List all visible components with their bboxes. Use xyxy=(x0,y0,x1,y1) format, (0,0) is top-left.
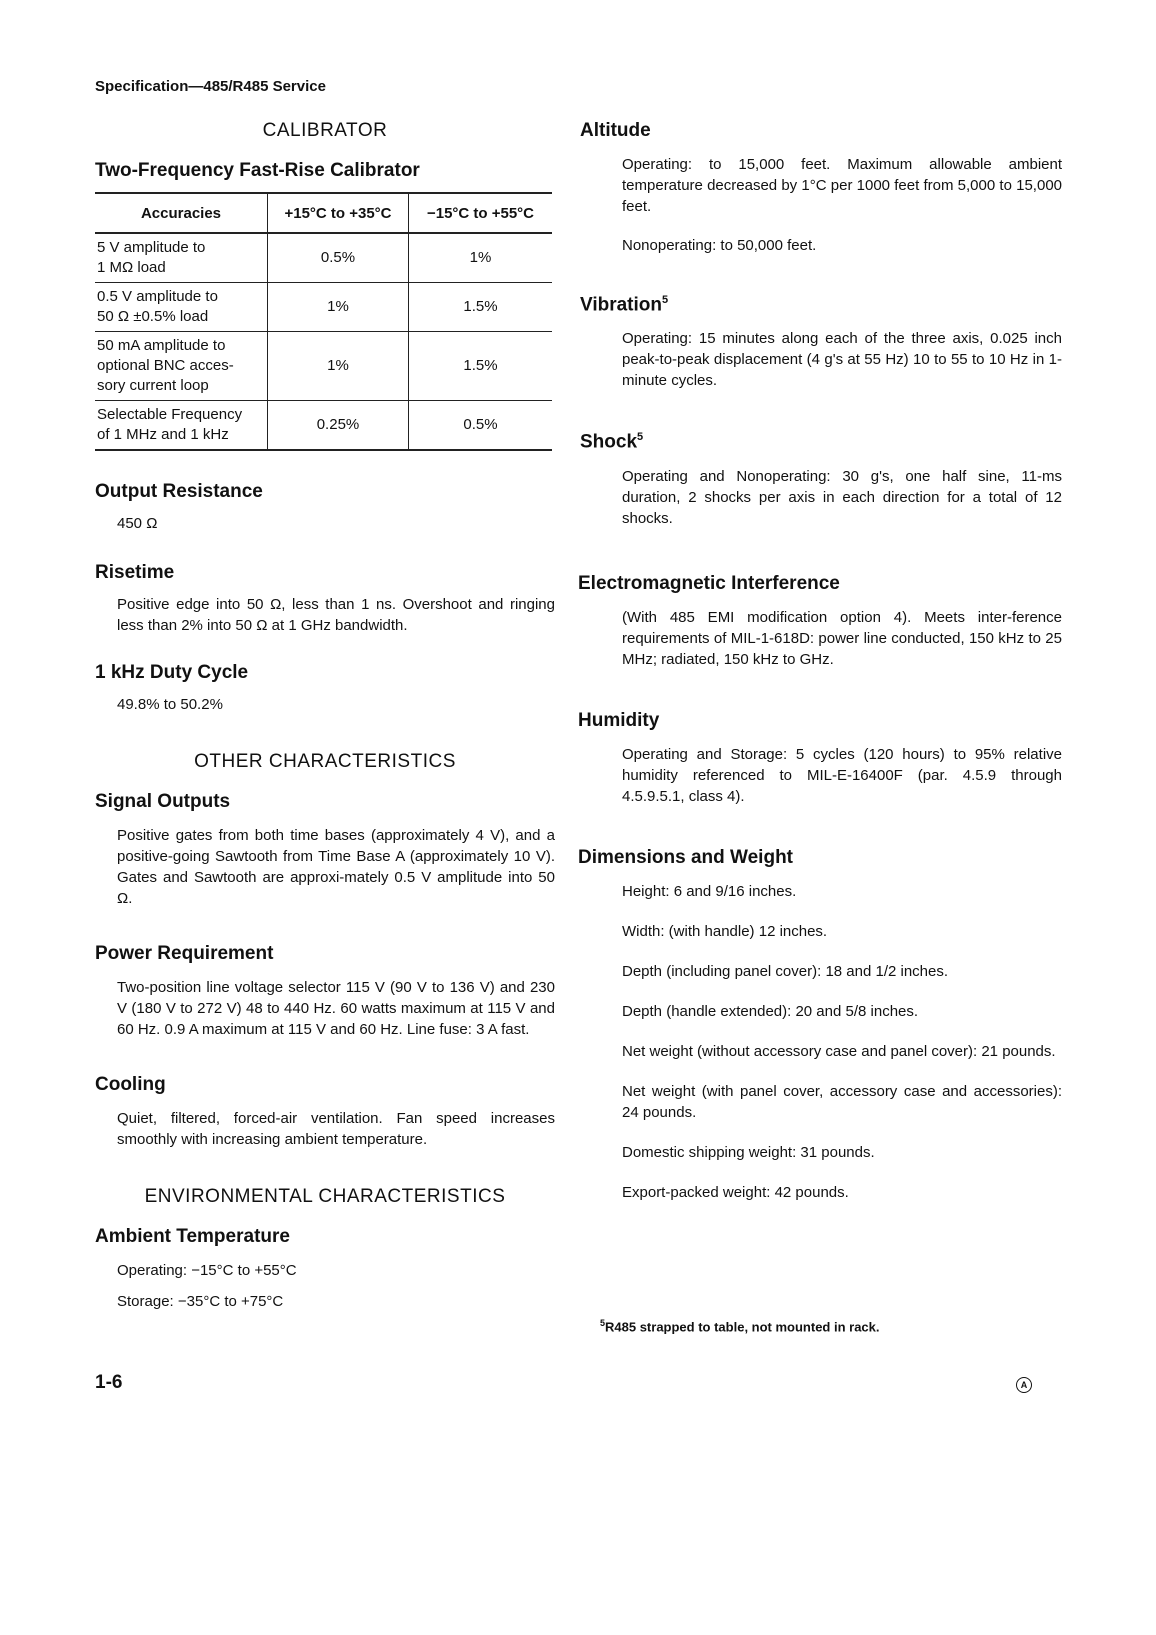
environmental-characteristics-title: ENVIRONMENTAL CHARACTERISTICS xyxy=(144,1186,506,1207)
section-heading-ambient-temperature: Ambient Temperature xyxy=(95,1226,290,1247)
dimension-item: Net weight (without accessory case and panel cover): 21 pounds. xyxy=(622,1042,1056,1060)
table-header-row xyxy=(95,193,552,233)
section-text: Nonoperating: to 50,000 feet. xyxy=(622,237,817,254)
section-text: Operating and Storage: 5 cycles (120 hours) to 95% relative humidity referenced to MIL-E-16400F (par. 4.5.9 through 4.5.9.5.1, class 4). xyxy=(622,745,1062,805)
row-label xyxy=(95,332,268,401)
ambient-operating: Operating: −15°C to +55°C xyxy=(117,1262,297,1279)
left-column xyxy=(95,120,555,1312)
table-row xyxy=(95,283,552,332)
table-row xyxy=(95,401,552,451)
revision-mark-icon: A xyxy=(1016,1377,1032,1393)
section-heading-altitude: Altitude xyxy=(580,120,651,141)
ambient-storage: Storage: −35°C to +75°C xyxy=(117,1293,284,1310)
row-label xyxy=(95,233,268,283)
dimension-item: Net weight (with panel cover, accessory case and accessories): 24 pounds. xyxy=(622,1082,1062,1121)
table-cell: 1% xyxy=(268,283,409,332)
section-heading-dimensions: Dimensions and Weight xyxy=(578,846,794,868)
footnote-text: R485 strapped to table, not mounted in rack. xyxy=(605,1319,880,1335)
section-text: 49.8% to 50.2% xyxy=(117,696,223,713)
table-header-cell: −15°C to +55°C xyxy=(409,193,553,233)
table-header-cell: +15°C to +35°C xyxy=(268,193,409,233)
dimension-item: Depth (including panel cover): 18 and 1/2 inches. xyxy=(622,962,949,980)
row-label xyxy=(95,401,268,451)
table-cell: 0.5% xyxy=(409,401,553,451)
row-label-line: sory current loop xyxy=(97,377,209,394)
section-heading-duty-cycle: 1 kHz Duty Cycle xyxy=(95,662,249,683)
calibrator-subtitle: Two-Frequency Fast-Rise Calibrator xyxy=(95,160,420,181)
footnote-ref: 5 xyxy=(637,431,644,444)
other-characteristics-title: OTHER CHARACTERISTICS xyxy=(194,751,456,772)
page-number: 1-6 xyxy=(95,1372,123,1393)
section-heading-signal-outputs: Signal Outputs xyxy=(95,791,231,812)
section-heading-cooling: Cooling xyxy=(95,1074,166,1095)
table-cell: 0.25% xyxy=(268,401,409,451)
calibrator-title: CALIBRATOR xyxy=(262,120,388,141)
table-cell: 0.5% xyxy=(268,233,409,283)
heading-text: Shock xyxy=(580,431,638,453)
section-heading-risetime: Risetime xyxy=(95,562,175,583)
section-text: (With 485 EMI modification option 4). Meets inter-ference requirements of MIL-1-618D: power line conducted, 150 kHz to 25 MHz; radiated, 150 kHz to GHz. xyxy=(622,608,1062,668)
table-row xyxy=(95,233,552,283)
row-label-line: 1 MΩ load xyxy=(97,259,166,276)
heading-text: Vibration xyxy=(580,294,662,316)
table-cell: 1.5% xyxy=(409,332,553,401)
section-heading-output-resistance: Output Resistance xyxy=(95,481,263,502)
table-cell: 1.5% xyxy=(409,283,553,332)
section-text: Operating: 15 minutes along each of the three axis, 0.025 inch peak-to-peak displacement (4 g's at 55 Hz) 10 to 55 to 10 Hz in 1-minute cycles. xyxy=(622,330,1062,390)
dimension-item: Width: (with handle) 12 inches. xyxy=(622,922,828,940)
section-text: Two-position line voltage selector 115 V (90 V to 136 V) and 230 V (180 V to 272 V) 48 to 440 Hz. 60 watts maximum at 115 V and 60 Hz. 0.9 A maximum at 115 V and 60 Hz. Line fuse: 3 A fast. xyxy=(117,979,555,1038)
row-label-line: Selectable Frequency xyxy=(97,406,243,423)
row-label-line: 50 Ω ±0.5% load xyxy=(97,308,209,325)
row-label-line: of 1 MHz and 1 kHz xyxy=(97,426,229,443)
row-label-line: 50 mA amplitude to xyxy=(97,337,226,354)
dimension-item: Domestic shipping weight: 31 pounds. xyxy=(622,1143,875,1161)
section-text: Operating and Nonoperating: 30 g's, one half sine, 11-ms duration, 2 shocks per axis in each direction for a total of 12 shocks. xyxy=(622,467,1062,527)
table-header-cell: Accuracies xyxy=(95,193,268,233)
table-cell: 1% xyxy=(268,332,409,401)
row-label xyxy=(95,283,268,332)
right-column xyxy=(578,120,1062,1203)
table-cell: 1% xyxy=(409,233,553,283)
section-text: Quiet, filtered, forced-air ventilation. Fan speed increases smoothly with increasing ambient temperature. xyxy=(117,1110,555,1148)
section-text: 450 Ω xyxy=(117,515,158,532)
footnote-ref: 5 xyxy=(662,294,669,306)
row-label-line: 0.5 V amplitude to xyxy=(97,288,218,305)
footnote xyxy=(600,1318,880,1334)
section-text: Positive gates from both time bases (approximately 4 V), and a positive-going Sawtooth from Time Base A (approximately 10 V). Gates and Sawtooth are approxi-mately 0.5 V amplitude into 50 Ω. xyxy=(117,827,555,907)
table-row xyxy=(95,332,552,401)
row-label-line: 5 V amplitude to xyxy=(97,239,206,256)
dimension-item: Export-packed weight: 42 pounds. xyxy=(622,1183,849,1201)
section-text: Positive edge into 50 Ω, less than 1 ns. Overshoot and ringing less than 2% into 50 Ω at 1 GHz bandwidth. xyxy=(117,596,555,634)
section-heading-emi: Electromagnetic Interference xyxy=(578,572,840,594)
calibrator-accuracy-table xyxy=(95,192,552,451)
section-heading-power-requirement: Power Requirement xyxy=(95,943,274,964)
dimension-item: Height: 6 and 9/16 inches. xyxy=(622,882,797,900)
section-heading-vibration xyxy=(580,294,1062,316)
section-heading-shock xyxy=(580,431,1062,453)
footnote-mark: 5 xyxy=(600,1318,606,1328)
section-text: Operating: to 15,000 feet. Maximum allowable ambient temperature decreased by 1°C per 1000 feet from 5,000 to 15,000 feet. xyxy=(622,156,1062,215)
running-head: Specification—485/R485 Service xyxy=(95,78,326,95)
section-heading-humidity: Humidity xyxy=(578,709,660,731)
row-label-line: optional BNC acces- xyxy=(97,357,234,374)
dimension-item: Depth (handle extended): 20 and 5/8 inches. xyxy=(622,1002,919,1020)
